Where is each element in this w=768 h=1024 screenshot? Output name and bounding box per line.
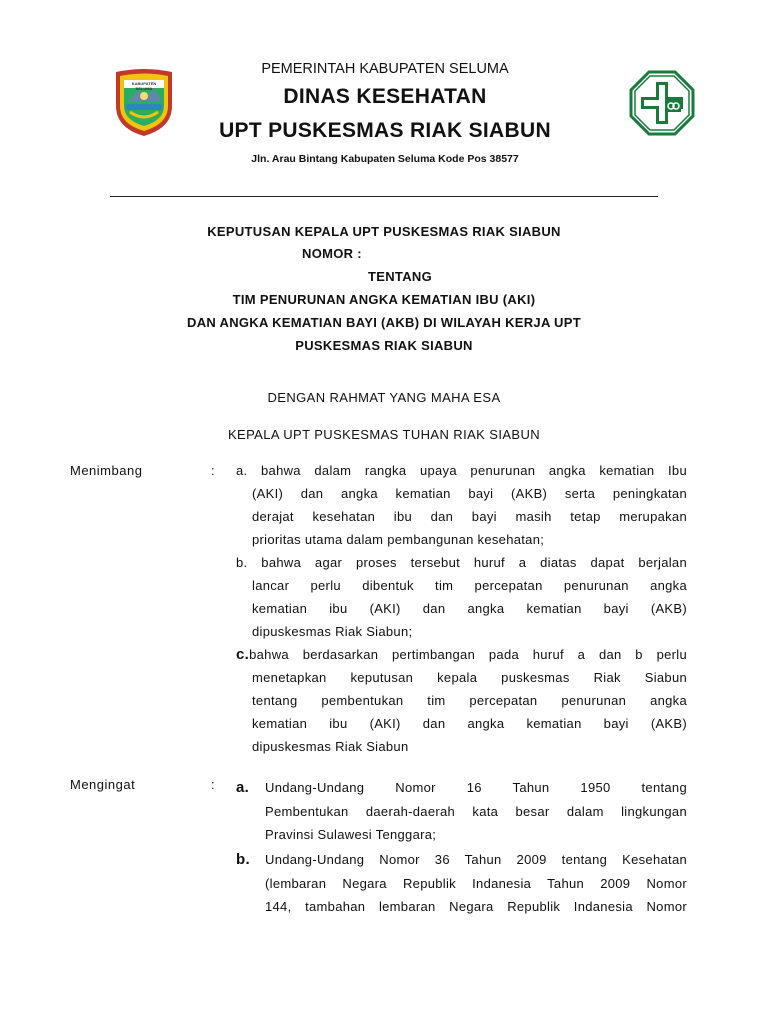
list-item-line: lancar perlu dibentuk tim percepatan penurunan angka xyxy=(252,578,687,593)
menimbang-colon: : xyxy=(211,463,215,478)
list-item-line: c.bahwa berdasarkan pertimbangan pada huruf a dan b perlu xyxy=(236,646,687,663)
letterhead-unit: UPT PUSKESMAS RIAK SIABUN xyxy=(219,119,551,142)
list-item-line: 144, tambahan lembaran Negara Republik Indanesia Nomor xyxy=(265,899,687,914)
letterhead-agency: DINAS KESEHATAN xyxy=(283,85,487,108)
decree-subject-line-3: PUSKESMAS RIAK SIABUN xyxy=(295,338,473,353)
decree-number: NOMOR : xyxy=(302,246,362,261)
letterhead-government: PEMERINTAH KABUPATEN SELUMA xyxy=(261,61,509,77)
list-item-line: Pembentukan daerah-daerah kata besar dalam lingkungan xyxy=(265,803,687,819)
mengingat-colon: : xyxy=(211,777,215,792)
list-item-line: Pravinsi Sulawesi Tenggara; xyxy=(265,827,437,842)
emblem-label: KABUPATEN SELUMA xyxy=(131,81,157,91)
menimbang-item-a xyxy=(236,459,687,551)
item-marker: a. xyxy=(236,779,250,796)
list-item-line: prioritas utama dalam pembangunan kesehatan; xyxy=(252,532,545,547)
decree-subject-line-1: TIM PENURUNAN ANGKA KEMATIAN IBU (AKI) xyxy=(232,292,536,307)
list-item-line: derajat kesehatan ibu dan bayi masih tetap merupakan xyxy=(252,509,687,524)
decree-title: KEPUTUSAN KEPALA UPT PUSKESMAS RIAK SIABUN xyxy=(207,224,561,239)
list-item-line: Undang-Undang Nomor 16 Tahun 1950 tentang xyxy=(265,780,687,795)
item-marker: a. xyxy=(236,463,248,478)
list-item-line: b. bahwa agar proses tersebut huruf a diatas dapat berjalan xyxy=(236,555,687,570)
item-marker: b. xyxy=(236,555,248,570)
decree-subject-line-2: DAN ANGKA KEMATIAN BAYI (AKB) DI WILAYAH KERJA UPT xyxy=(187,315,581,330)
mengingat-label: Mengingat xyxy=(70,777,136,792)
list-item-line: tentang pembentukan tim percepatan penurunan angka xyxy=(252,693,687,708)
list-item-line: a. bahwa dalam rangka upaya penurunan angka kematian Ibu xyxy=(236,463,687,478)
preamble-official: KEPALA UPT PUSKESMAS TUHAN RIAK SIABUN xyxy=(227,427,541,442)
list-item-line: kematian ibu (AKI) dan angka kematian bayi (AKB) xyxy=(252,716,687,731)
list-item-line: kematian ibu (AKI) dan angka kematian bayi (AKB) xyxy=(252,601,687,616)
menimbang-label: Menimbang xyxy=(70,463,143,478)
list-item-line: dipuskesmas Riak Siabun; xyxy=(252,624,413,639)
menimbang-item-b xyxy=(236,551,687,643)
mengingat-item-b xyxy=(236,848,687,919)
list-item-line: menetapkan keputusan kepala puskesmas Riak Siabun xyxy=(252,670,687,685)
item-marker: c. xyxy=(236,646,250,663)
letterhead-address: Jln. Arau Bintang Kabupaten Seluma Kode Pos 38577 xyxy=(251,153,519,165)
list-item-line: dipuskesmas Riak Siabun xyxy=(252,739,409,754)
menimbang-item-c xyxy=(236,643,687,758)
item-marker: b. xyxy=(236,851,250,868)
list-item-line: Undang-Undang Nomor 36 Tahun 2009 tentang Kesehatan xyxy=(265,852,687,867)
mengingat-item-a xyxy=(236,776,687,847)
puskesmas-logo-icon xyxy=(629,70,695,136)
preamble-blessing: DENGAN RAHMAT YANG MAHA ESA xyxy=(267,390,501,405)
list-item-line: (lembaran Negara Republik Indanesia Tahun 2009 Nomor xyxy=(265,875,687,891)
list-item-line: (AKI) dan angka kematian bayi (AKB) serta peningkatan xyxy=(252,486,687,501)
letterhead-divider xyxy=(110,196,658,197)
decree-about: TENTANG xyxy=(368,269,432,284)
